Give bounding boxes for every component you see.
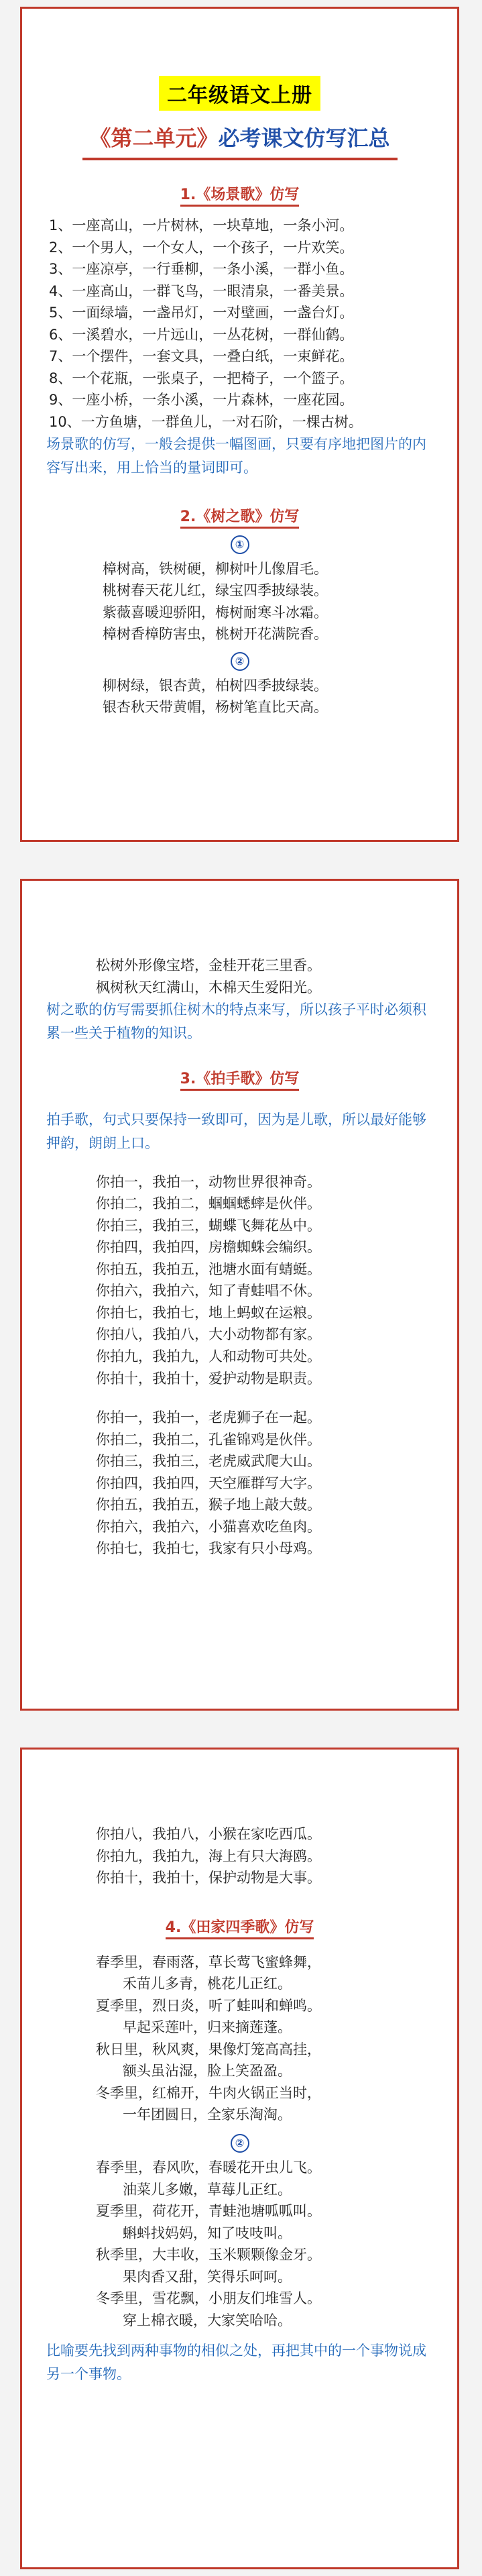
s4-line: 油菜儿多嫩，草莓儿正红。 [123,2181,292,2198]
s1-line: 9、一座小桥，一条小溪，一片森林，一座花园。 [49,392,354,409]
s3-line: 你拍六，我拍六，小猫喜欢吃鱼肉。 [96,1518,321,1535]
section-2-note: 树之歌的仿写需要抓住树木的特点来写，所以孩子平时必须积累一些关于植物的知识。 [46,1002,426,1041]
section-2-heading [22,505,457,526]
title-underline [82,158,398,160]
s3-line: 你拍五，我拍五，猴子地上敲大鼓。 [96,1497,321,1513]
s3-line: 你拍三，我拍三，老虎威武爬大山。 [96,1453,321,1470]
panel-1 [20,7,459,842]
s3-line: 你拍三，我拍三，蝴蝶飞舞花丛中。 [96,1217,321,1234]
section-3-note: 拍手歌，句式只要保持一致即可，因为是儿歌，所以最好能够押韵，朗朗上口。 [46,1112,426,1152]
s4-line: 冬季里，红棉开，牛肉火锅正当时， [96,2084,321,2101]
s4-line: 蝌蚪找妈妈，知了吱吱叫。 [123,2224,292,2241]
section-4-heading [22,1916,457,1937]
s3-line: 你拍十，我拍十，保护动物是大事。 [96,1870,321,1886]
s4-line: 禾苗儿多青，桃花儿正红。 [123,1976,292,1992]
section-2-continued [22,955,457,998]
s3-line: 你拍八，我拍八，大小动物都有家。 [96,1326,321,1343]
section-2-group-1 [22,558,457,645]
s1-line: 5、一面绿墙，一盏吊灯，一对壁画，一盏台灯。 [49,305,354,321]
s4-line: 冬季里，雪花飘，小朋友们堆雪人。 [96,2290,321,2307]
s1-line: 1、一座高山，一片树林，一块草地，一条小河。 [49,217,354,233]
s1-line: 10、一方鱼塘，一群鱼儿，一对石阶，一棵古树。 [49,413,363,430]
s3-line: 你拍四，我拍四，房檐蜘蛛会编织。 [96,1239,321,1256]
s4-line: 穿上棉衣暖，大家笑哈哈。 [123,2312,292,2328]
s2-line: 樟树香樟防害虫，桃树开花满院香。 [103,626,328,643]
s4-line: 春季里，春雨落，草长莺飞蜜蜂舞， [96,1953,321,1970]
section-1-note: 场景歌的仿写，一般会提供一幅图画，只要有序地把图片的内容写出来，用上恰当的量词即可。 [46,436,426,476]
s1-line: 6、一溪碧水，一片远山，一丛花树，一群仙鹤。 [49,326,354,343]
title-block [22,9,457,160]
section-4-group-1 [22,1951,457,2126]
section-3-heading-text: 3.《拍手歌》仿写 [180,1071,300,1091]
s3-line: 你拍一，我拍一，老虎狮子在一起。 [96,1409,321,1426]
s3-line: 你拍四，我拍四，天空雁群写大字。 [96,1474,321,1491]
section-2-heading-text: 2.《树之歌》仿写 [180,508,300,529]
section-4-note: 比喻要先找到两种事物的相似之处，再把其中的一个事物说成另一个事物。 [46,2343,426,2383]
circle-number-4-2: ② [231,2134,249,2153]
s4-line: 早起采莲叶，归来摘莲蓬。 [123,2019,292,2036]
section-3-group-2 [22,1407,457,1560]
panel-2 [20,879,459,1711]
s1-line: 8、一个花瓶，一张桌子，一把椅子，一个篮子。 [49,370,354,386]
s4-line: 额头虽沾湿，脸上笑盈盈。 [123,2063,292,2080]
section-2-group-2 [22,675,457,718]
s1-line: 4、一座高山，一群飞鸟，一眼清泉，一番美景。 [49,282,354,299]
s3-line: 你拍七，我拍七，地上蚂蚁在运粮。 [96,1304,321,1321]
s4-line: 秋日里，秋风爽，果像灯笼高高挂， [96,2041,321,2057]
circle-number-2: ② [231,652,249,671]
s4-line: 果肉香又甜，笑得乐呵呵。 [123,2268,292,2285]
s2-line: 紫薇喜暖迎骄阳，梅树耐寒斗冰霜。 [103,604,328,621]
s4-line: 夏季里，烈日炎，听了蛙叫和蝉鸣。 [96,1997,321,2014]
subtitle-text: 必考课文仿写汇总 [218,125,390,151]
circle-number-1: ① [231,535,249,554]
section-4-group-2 [22,2157,457,2331]
s3-line: 你拍九，我拍九，海上有只大海鸥。 [96,1847,321,1864]
section-4-heading-text: 4.《田家四季歌》仿写 [166,1919,314,1939]
subtitle-unit: 《第二单元》 [89,125,219,151]
page-subtitle [22,121,457,152]
section-3-group-1 [22,1171,457,1389]
s3-line: 你拍七，我拍七，我家有只小母鸡。 [96,1540,321,1557]
spacer [22,1389,457,1407]
s2-line: 松树外形像宝塔，金桂开花三里香。 [96,957,321,973]
s3-line: 你拍八，我拍八，小猴在家吃西瓜。 [96,1826,321,1842]
section-3-group-3 [22,1823,457,1889]
section-1-heading-text: 1.《场景歌》仿写 [180,186,300,207]
section-3-heading [22,1067,457,1088]
s3-line: 你拍二，我拍二，孔雀锦鸡是伙伴。 [96,1431,321,1448]
s3-line: 你拍十，我拍十，爱护动物是职责。 [96,1370,321,1387]
s3-line: 你拍二，我拍二，蝈蝈蟋蟀是伙伴。 [96,1195,321,1212]
section-1-heading [22,183,457,204]
s2-line: 银杏秋天带黄帽，杨树笔直比天高。 [103,699,328,716]
s3-line: 你拍五，我拍五，池塘水面有蜻蜓。 [96,1260,321,1277]
s4-line: 春季里，春风吹，春暖花开虫儿飞。 [96,2159,321,2176]
s4-line: 秋季里，大丰收，玉米颗颗像金牙。 [96,2247,321,2263]
section-1-lines [22,215,457,433]
page-title: 二年级语文上册 [159,76,320,111]
s2-line: 桃树春天花儿红，绿宝四季披绿装。 [103,582,328,599]
s3-line: 你拍九，我拍九，人和动物可共处。 [96,1348,321,1365]
s2-line: 枫树秋天红满山，木棉天生爱阳光。 [96,979,321,996]
s2-line: 樟树高，铁树硬，柳树叶儿像眉毛。 [103,560,328,577]
s3-line: 你拍一，我拍一，动物世界很神奇。 [96,1173,321,1190]
s4-line: 一年团圆日，全家乐淘淘。 [123,2106,292,2123]
s2-line: 柳树绿，银杏黄，柏树四季披绿装。 [103,677,328,694]
s1-line: 3、一座凉亭，一行垂柳，一条小溪，一群小鱼。 [49,261,354,278]
s4-line: 夏季里，荷花开，青蛙池塘呱呱叫。 [96,2203,321,2220]
s3-line: 你拍六，我拍六，知了青蛙唱不休。 [96,1283,321,1299]
panel-3 [20,1748,459,2569]
s1-line: 2、一个男人，一个女人，一个孩子，一片欢笑。 [49,239,354,256]
s1-line: 7、一个摆件，一套文具，一叠白纸，一束鲜花。 [49,348,354,365]
